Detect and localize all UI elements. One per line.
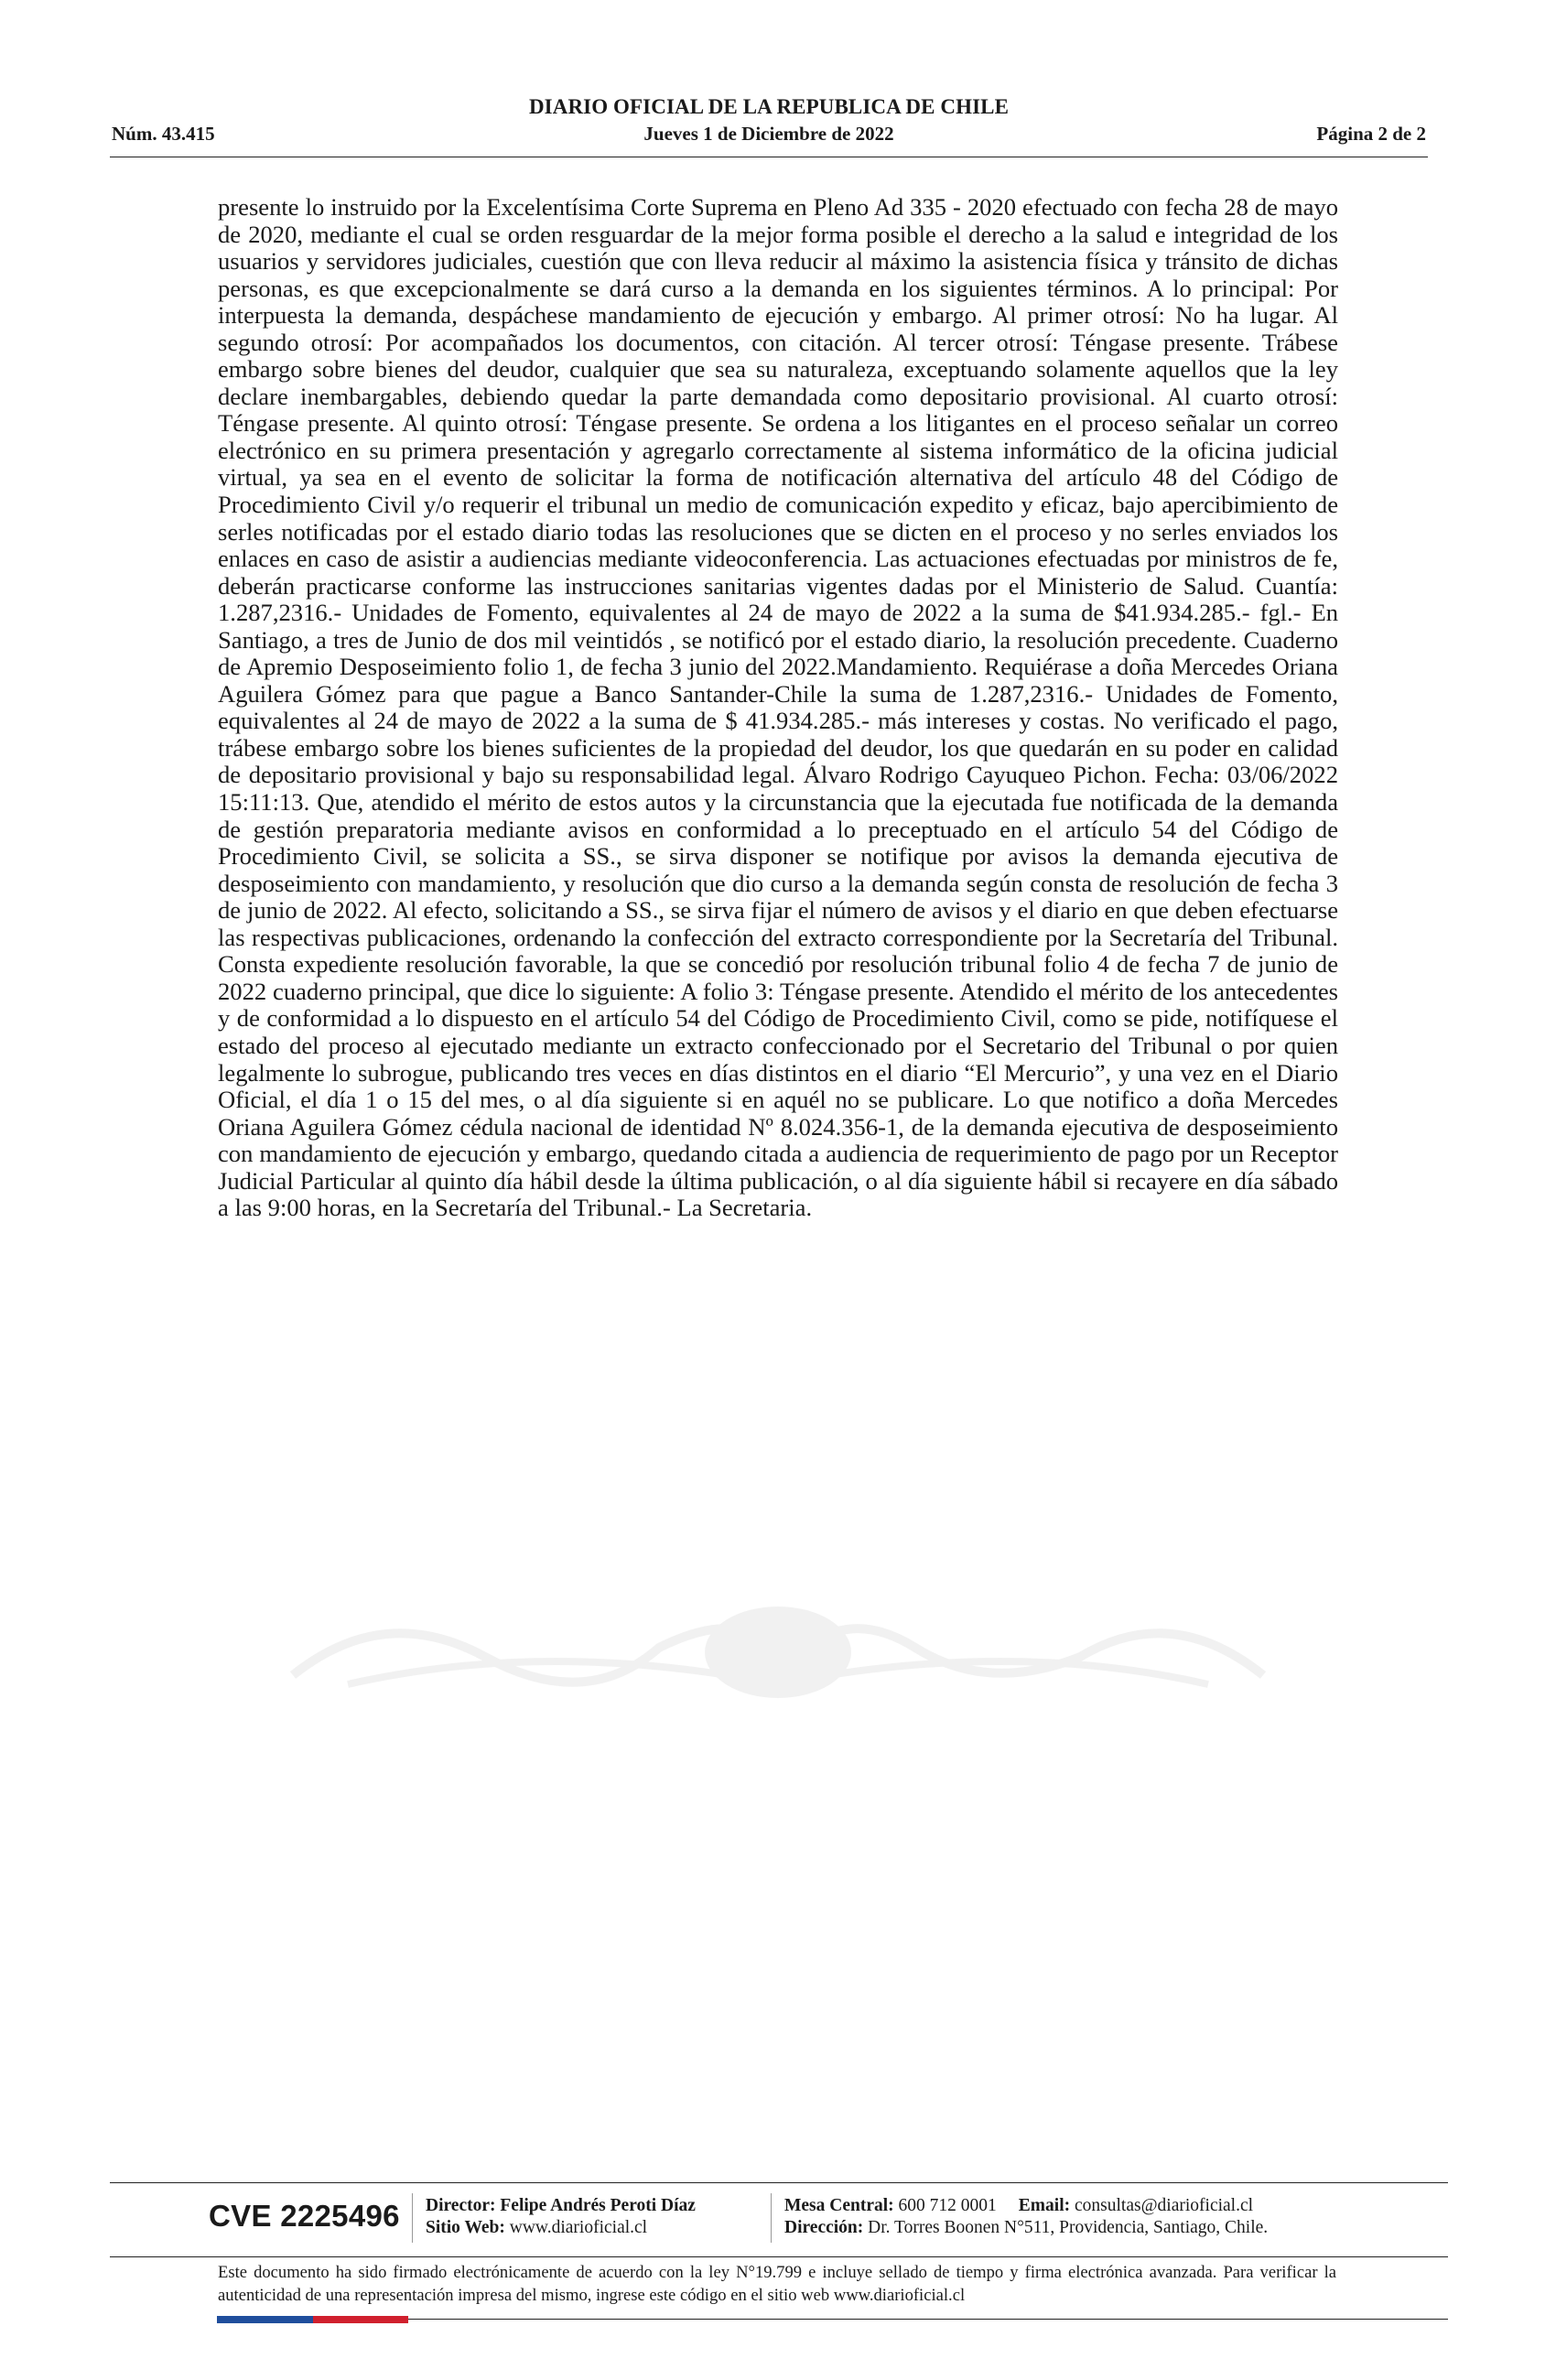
address-label: Dirección: <box>784 2218 864 2237</box>
flag-blue-segment <box>217 2316 313 2323</box>
flag-red-segment <box>313 2316 408 2323</box>
page-header <box>110 92 1428 159</box>
website-line <box>426 2217 696 2239</box>
website-link[interactable]: www.diarioficial.cl <box>509 2218 648 2237</box>
electronic-signature-notice: Este documento ha sido firmado electrónicamente de acuerdo con la ley N°19.799 e incluye sellado de tiempo y firma electrónica avanzada. Para verificar la autenticidad de una representación impresa del mismo, ingrese este código en el sitio web www.diarioficial.cl <box>218 2263 1336 2305</box>
email-label: Email: <box>1018 2196 1071 2215</box>
notice-body-text: presente lo instruido por la Excelentísima Corte Suprema en Pleno Ad 335 - 2020 efectuado con fecha 28 de mayo de 2020, mediante el cual se orden resguardar de la mejor forma posible el derecho a la salud e integridad de los usuarios y servidores judiciales, cuestión que con lleva reducir al máximo la asistencia física y tránsito de dichas personas, es que excepcionalmente se dará curso a la demanda en los siguientes términos. A lo principal: Por interpuesta la demanda, despáchese mandamiento de ejecución y embargo. Al primer otrosí: No ha lugar. Al segundo otrosí: Por acompañados los documentos, con citación. Al tercer otrosí: Téngase presente. Trábese embargo sobre bienes del deudor, cualquier que sea su naturaleza, exceptuando solamente aquellos que la ley declare inembargables, debiendo quedar la parte demandada como depositario provisional. Al cuarto otrosí: Téngase presente. Al quinto otrosí: Téngase presente. Se ordena a los litigantes en el proceso señalar un correo electrónico en su primera presentación y agregarlo correctamente al sistema informático de la oficina judicial virtual, ya sea en el evento de solicitar la forma de notificación alternativa del artículo 48 del Código de Procedimiento Civil y/o requerir el tribunal un medio de comunicación expedito y eficaz, bajo apercibimiento de serles notificadas por el estado diario todas las resoluciones que se dicten en el proceso y no serles enviados los enlaces en caso de asistir a audiencias mediante videoconferencia. Las actuaciones efectuadas por ministros de fe, deberán practicarse conforme las instrucciones sanitarias vigentes dadas por el Ministerio de Salud. Cuantía: 1.287,2316.- Unidades de Fomento, equivalentes al 24 de mayo de 2022 a la suma de $41.934.285.- fgl.- En Santiago, a tres de Junio de dos mil veintidós , se notificó por el estado diario, la resolución precedente. Cuaderno de Apremio Desposeimiento folio 1, de fecha 3 junio del 2022.Mandamiento. Requiérase a doña Mercedes Oriana Aguilera Gómez para que pague a Banco Santander-Chile la suma de 1.287,2316.- Unidades de Fomento, equivalentes al 24 de mayo de 2022 a la suma de $ 41.934.285.- más intereses y costas. No verificado el pago, trábese embargo sobre los bienes suficientes de la propiedad del deudor, los que quedarán en su poder en calidad de depositario provisional y bajo su responsabilidad legal. Álvaro Rodrigo Cayuqueo Pichon. Fecha: 03/06/2022 15:11:13. Que, atendido el mérito de estos autos y la circunstancia que la ejecutada fue notificada de la demanda de gestión preparatoria mediante avisos en conformidad a lo preceptuado en el artículo 54 del Código de Procedimiento Civil, se solicita a SS., se sirva disponer se notifique por avisos la demanda ejecutiva de desposeimiento con mandamiento, y resolución que dio curso a la demanda según consta de resolución de fecha 3 de junio de 2022. Al efecto, solicitando a SS., se sirva fijar el número de avisos y el diario en que deben efectuarse las respectivas publicaciones, ordenando la confección del extracto correspondiente por la Secretaría del Tribunal. Consta expediente resolución favorable, la que se concedió por resolución tribunal folio 4 de fecha 7 de junio de 2022 cuaderno principal, que dice lo siguiente: A folio 3: Téngase presente. Atendido el mérito de los antecedentes y de conformidad a lo dispuesto en el artículo 54 del Código de Procedimiento Civil, como se pide, notifíquese el estado del proceso al ejecutado mediante un extracto confeccionado por el Secretario del Tribunal o por quien legalmente lo subrogue, publicando tres veces en días distintos en el diario “El Mercurio”, y una vez en el Diario Oficial, el día 1 o 15 del mes, o al día siguiente si en aquél no se publicare. Lo que notifico a doña Mercedes Oriana Aguilera Gómez cédula nacional de identidad Nº 8.024.356-1, de la demanda ejecutiva de desposeimiento con mandamiento de ejecución y embargo, quedando citada a audiencia de requerimiento de pago por un Receptor Judicial Particular al quinto día hábil desde la última publicación, o al día siguiente hábil si recayere en día sábado a las 9:00 horas, en la Secretaría del Tribunal.- La Secretaria. <box>218 193 1338 1222</box>
footer-divider-top <box>110 2182 1448 2183</box>
footer-separator <box>412 2193 413 2243</box>
phone-label: Mesa Central: <box>784 2196 894 2215</box>
email-link[interactable]: consultas@diarioficial.cl <box>1075 2196 1254 2215</box>
footer-divider-bottom <box>110 2256 1448 2257</box>
director-line <box>426 2195 696 2217</box>
address-line <box>784 2217 1268 2239</box>
issue-number: Núm. 43.415 <box>112 123 215 145</box>
gazette-title: DIARIO OFICIAL DE LA REPUBLICA DE CHILE <box>528 95 1010 118</box>
address-text: Dr. Torres Boonen N°511, Providencia, Santiago, Chile. <box>868 2218 1269 2237</box>
director-name: Felipe Andrés Peroti Díaz <box>500 2196 696 2215</box>
page-footer <box>110 2188 1448 2252</box>
phone-number: 600 712 0001 <box>898 2196 997 2215</box>
chile-flag-bar <box>217 2316 408 2323</box>
coat-of-arms-watermark <box>275 1584 1281 1703</box>
contact-line <box>784 2195 1268 2217</box>
issue-date: Jueves 1 de Diciembre de 2022 <box>643 123 894 145</box>
website-label: Sitio Web: <box>426 2218 505 2237</box>
footer-director-column <box>426 2195 696 2239</box>
footer-divider-end <box>408 2319 1448 2320</box>
cve-code: CVE 2225496 <box>209 2199 400 2233</box>
page-indicator: Página 2 de 2 <box>1316 123 1426 145</box>
footer-contact-column <box>784 2195 1268 2239</box>
director-label: Director: <box>426 2196 496 2215</box>
footer-separator <box>771 2193 772 2243</box>
